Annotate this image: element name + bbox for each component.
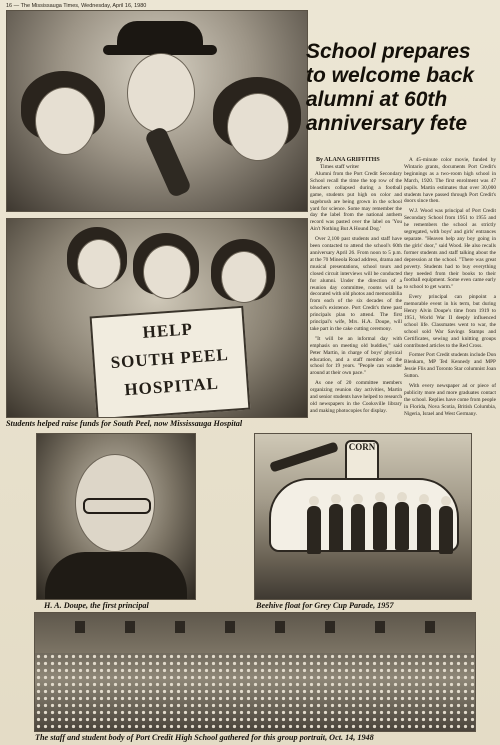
- article-paragraph: As one of 20 committee members organizing reunion day activities, Martin and senior students have helped to research old newspapers in the Cooksville library and making photocopies for display.: [310, 380, 402, 414]
- cheerleader-figure: [395, 502, 409, 550]
- sign-line: SOUTH PEEL: [110, 344, 230, 373]
- window-shape: [175, 621, 185, 633]
- window-shape: [75, 621, 85, 633]
- student-face: [227, 93, 289, 161]
- school-building-shape: [35, 613, 475, 653]
- window-shape: [225, 621, 235, 633]
- student-face: [127, 53, 195, 133]
- window-shape: [375, 621, 385, 633]
- caption-group-portrait: The staff and student body of Port Credit High School gathered for this group portrait, Oct. 14, 1948: [35, 733, 374, 742]
- student-face: [221, 251, 267, 303]
- cheerleader-figure: [417, 504, 431, 552]
- window-shape: [425, 621, 435, 633]
- window-shape: [275, 621, 285, 633]
- article-headline: School prepares to welcome back alumni at 60th anniversary fete: [306, 40, 475, 135]
- help-hospital-sign: [90, 306, 251, 418]
- student-crowd: [35, 653, 475, 731]
- sign-line: HELP: [141, 319, 194, 342]
- article-paragraph: Every principal can pinpoint a memorable event in his term, but during Henry Alvin Doupe's time from 1919 to 1951, World War II deeply influenced school life. Classmates went to war, the school sold War Savings Stamps and Certificates, sewing and knitting groups contributed articles to the Red Cross.: [404, 294, 496, 349]
- photo-principal-portrait: [36, 433, 196, 600]
- article-column-1: [310, 171, 402, 421]
- photo-three-students: [6, 10, 308, 212]
- article-paragraph: Former Port Credit students include Don Blenkarn, MP Ted Kennedy and MPP Jessie Flis and Toronto Star columnist Joan Sutton.: [404, 352, 496, 380]
- page-folio: 16 — The Mississauga Times, Wednesday, April 16, 1980: [6, 3, 147, 9]
- photo-group-portrait: [34, 612, 476, 732]
- article-paragraph: "It will be an informal day with emphasis on meeting old buddies," said Peter Martin, in charge of boys' physical education, and a staff member of the school for 19 years. "People can wander around at their own pace.": [310, 335, 402, 377]
- cheerleader-figure: [307, 506, 321, 554]
- article-paragraph: A 45-minute color movie, funded by Wintario grants, documents Port Credit's beginnings as a two-room high school in March, 1920. The first enrolment was 47 pupils. Martin estimates that over 30,000 students have passed through Port Credit's doors since then.: [404, 157, 496, 205]
- student-face: [35, 87, 95, 155]
- bottle-shape: [144, 126, 193, 199]
- cheerleader-figure: [351, 504, 365, 552]
- caption-float: Beehive float for Grey Cup Parade, 1957: [256, 601, 394, 610]
- article-column-2: [404, 157, 496, 422]
- caption-principal: H. A. Doupe, the first principal: [44, 601, 149, 610]
- article-paragraph: Over 2,100 past students and staff have been contacted to attend the school's 60th anniversary April 26. From noon to 5 p.m. at the 70 Mineola Road address, drama and musical presentations, school tours and closed circuit interviews will be conducted for alumni. Under the direction of a reunion day committee, rooms will be decorated with old photos and memorabilia from each of the six decades of the school's existence. Port Credit's three past principals plan to attend. The first principal's wife, Mrs. H.A. Doupe, will take part in the cake cutting ceremony.: [310, 236, 402, 332]
- cheerleader-figure: [439, 506, 453, 554]
- article-byline: By ALANA GRIFFITHS: [316, 157, 380, 163]
- student-face: [143, 245, 191, 299]
- student-face: [77, 239, 121, 289]
- window-shape: [125, 621, 135, 633]
- article-paragraph: W.J. Wood was principal of Port Credit Secondary School from 1951 to 1955 and he remembers the school as strictly segregated, with boys' and girls' entrances separate. "Heaven help any boy going in the girls' door," said Wood. He also recalls former students and staff talking about the depression at the school. "There was great poverty. Students had to buy everything they needed from their books to their football equipment. Some even came early to school to get warm.": [404, 208, 496, 291]
- article-paragraph: Alumni from the Port Credit Secondary School recall the time the top row of the bleachers collapsed during a football game, students put high on color and sagebrush are being grown in the school yard for science. Some may remember the day the label from the national anthem record was pasted over the label on 'You Ain't Nothing But A Hound Dog.': [310, 171, 402, 233]
- corn-can-shape: CORN: [345, 440, 379, 488]
- figure-arm-shape: [269, 441, 339, 472]
- cheerleader-figure: [329, 504, 343, 552]
- article-byline-role: Times staff writer: [320, 164, 360, 170]
- cheerleader-figure: [373, 502, 387, 550]
- article-paragraph: With every newspaper ad or piece of publicity more and more graduates contact the school. Replies have come from people in Florida, Nova Scotia, British Columbia, Nigeria, Israel and West Germany.: [404, 383, 496, 417]
- suit-shape: [45, 552, 187, 600]
- photo-beehive-float: [254, 433, 472, 600]
- glasses-shape: [83, 498, 151, 514]
- sign-line: HOSPITAL: [123, 373, 220, 400]
- photo-hospital-fundraiser: [6, 218, 308, 418]
- caption-hospital: Students helped raise funds for South Peel, now Mississauga Hospital: [6, 419, 243, 428]
- window-shape: [325, 621, 335, 633]
